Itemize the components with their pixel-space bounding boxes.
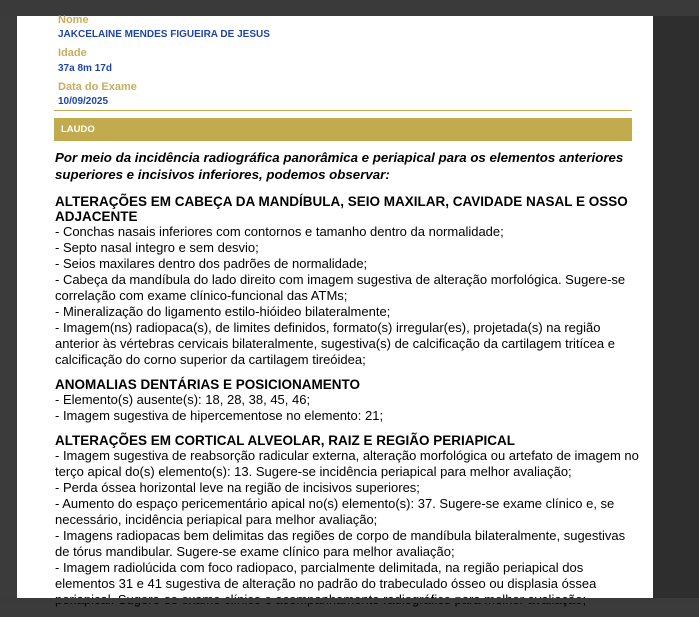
finding-item: [55, 528, 645, 560]
finding-line: - Perda óssea horizontal leve na região de incisivos superiores;: [55, 480, 420, 495]
finding-line: - Elemento(s) ausente(s): 18, 28, 38, 45, 46;: [55, 392, 311, 407]
divider: [54, 110, 632, 111]
viewer-toolbar: [0, 0, 699, 16]
finding-item: [55, 320, 645, 368]
finding-line: calcificação do corno superior da cartilagem tireóidea;: [55, 352, 366, 367]
report-intro: [55, 149, 645, 183]
exam-date-value: 10/09/2025: [58, 96, 109, 107]
finding-item: [55, 272, 645, 304]
finding-line: - Imagem sugestiva de reabsorção radicular externa, alteração morfológica ou artefato de imagem no: [55, 448, 639, 463]
finding-line: - Imagens radiopacas bem delimitas das regiões de corpo de mandíbula bilateralmente, sugestivas: [55, 528, 626, 543]
finding-line: - Imagem radiolúcida com foco radiopaco, parcialmente delimitada, na região periapical dos: [55, 560, 584, 575]
section-heading-line: ALTERAÇÕES EM CABEÇA DA MANDÍBULA, SEIO MAXILAR, CAVIDADE NASAL E OSSO: [55, 194, 628, 209]
intro-line: superiores e incisivos inferiores, podemos observar:: [55, 167, 390, 182]
section-heading-line: ANOMALIAS DENTÁRIAS E POSICIONAMENTO: [55, 377, 361, 392]
finding-line: - Imagem sugestiva de hipercementose no elemento: 21;: [55, 408, 384, 423]
finding-item: [55, 496, 645, 528]
finding-line: terço apical do(s) elemento(s): 13. Sugere-se incidência periapical para melhor avaliação;: [55, 464, 572, 479]
document-page: [17, 16, 653, 599]
section-heading-line: ALTERAÇÕES EM CORTICAL ALVEOLAR, RAIZ E REGIÃO PERIAPICAL: [55, 433, 516, 448]
laudo-header: [54, 118, 632, 141]
age-value: 37a 8m 17d: [58, 63, 112, 74]
name-value: JAKCELAINE MENDES FIGUEIRA DE JESUS: [58, 29, 270, 40]
finding-item: [55, 224, 645, 240]
report-section: [55, 377, 645, 424]
finding-line: - Septo nasal integro e sem desvio;: [55, 240, 259, 255]
finding-line: correlação com exame clínico-funcional das ATMs;: [55, 288, 348, 303]
age-label: Idade: [58, 47, 87, 59]
finding-line: necessário, incidência periapical para melhor avaliação;: [55, 512, 378, 527]
name-label: Nome: [58, 14, 89, 26]
section-heading-line: ADJACENTE: [55, 209, 138, 224]
finding-item: [55, 408, 645, 424]
report-section: [55, 433, 645, 608]
finding-line: elementos 31 e 41 sugestiva de alteração no padrão do trabeculado ósseo ou displasia óssea: [55, 576, 597, 591]
intro-line: Por meio da incidência radiográfica panorâmica e periapical para os elementos anteriores: [55, 150, 624, 165]
finding-item: [55, 304, 645, 320]
finding-line: - Conchas nasais inferiores com contornos e tamanho dentro da normalidade;: [55, 224, 504, 239]
finding-line: - Imagem(ns) radiopaca(s), de limites definidos, formato(s) irregular(es), projetada(s) na região: [55, 320, 601, 335]
finding-item: [55, 392, 645, 408]
finding-item: [55, 240, 645, 256]
finding-line: - Seios maxilares dentro dos padrões de normalidade;: [55, 256, 368, 271]
laudo-title: LAUDO: [61, 124, 95, 135]
finding-line: - Cabeça da mandíbula do lado direito com imagem sugestiva de alteração morfológica. Sugere-se: [55, 272, 626, 287]
finding-item: [55, 448, 645, 480]
finding-line: - Aumento do espaço pericementário apical no(s) elemento(s): 37. Sugere-se exame clínico e, se: [55, 496, 615, 511]
viewer-background: [653, 16, 699, 603]
finding-line: - Mineralização do ligamento estilo-hióideo bilateralmente;: [55, 304, 391, 319]
section-heading: [55, 377, 645, 392]
report-section: [55, 194, 645, 368]
finding-line: de tórus mandibular. Sugere-se exame clínico para melhor avaliação;: [55, 544, 455, 559]
exam-date-label: Data do Exame: [58, 81, 137, 93]
viewer-bottom-edge: [0, 598, 699, 603]
report-body: [55, 149, 645, 617]
finding-line: anterior às vértebras cervicais bilateralmente, sugestiva(s) de calcificação da cartilagem tritícea e: [55, 336, 615, 351]
section-heading: [55, 194, 645, 224]
finding-item: [55, 480, 645, 496]
section-heading: [55, 433, 645, 448]
finding-item: [55, 256, 645, 272]
